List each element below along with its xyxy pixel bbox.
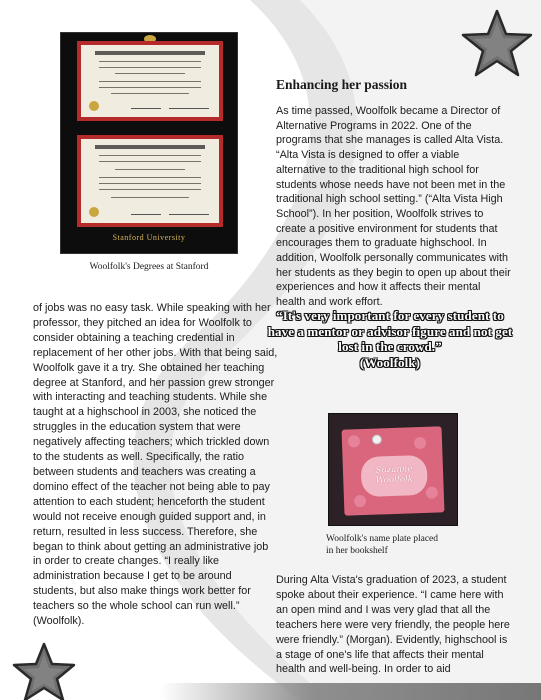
right-paragraph-2: During Alta Vista's graduation of 2023, a student spoke about their experience. “I came here with an open mind and I was very glad that all the teachers here were very friendly, the people here were friendly.” (Morgan). Evidently, highschool is a stage of one's life that affects their mental health and well-being. In order to aid	[276, 574, 510, 676]
section-heading: Enhancing her passion	[276, 77, 408, 92]
pull-quote-attribution: (Woolfolk)	[359, 354, 421, 370]
nameplate-label: Suzanne Woolfolk	[360, 455, 427, 497]
right-paragraph-1: As time passed, Woolfolk became a Director of Alternative Programs in 2022. One of the programs that she manages is called Alta Vista. “Alta Vista is designed to offer a viable alternative to the traditional high school for students whose needs have not been met in the traditional high school setting.” (“Alta Vista High School”). In her position, Woolfolk strives to create a positive environment for students that encourages them to graduate highschool. In addition, Woolfolk personally communicates with her students as they begin to open up about their experiences and how it affects their mental health and work effort.	[276, 105, 511, 309]
diploma-frame	[77, 135, 223, 227]
left-column-text: of jobs was no easy task. While speaking with her professor, they pitched an idea for Woolfolk to consider obtaining a teaching credential in replacement of her other jobs. With that being said, Woolfolk gave it a try. She obtained her teaching degree at Stanford, and her passion grew stronger with interacting and teaching students. While she taught at a highschool in 2003, she noticed the struggles in the education system that were negatively affecting teachers; which trickled down to the students as well. Specifically, the ratio between students and teachers was creating a domino effect of the teacher not being able to pay attention to each student; henceforth the student would not receive enough guided support and, in return, resulted in less success. Therefore, she began to think about getting an administrative job in order to create changes. “I really like administration because I get to be around students, but also make things work better for teachers so the whole school can run well.” (Woolfolk).	[33, 302, 278, 628]
gem-icon	[372, 434, 382, 444]
nameplate-caption-line2: in her bookshelf	[326, 545, 388, 556]
nameplate-card	[342, 426, 445, 515]
frame-plaque: Stanford University	[112, 233, 186, 242]
nameplate-caption	[326, 534, 486, 557]
nameplate-photo	[328, 413, 458, 526]
pull-quote-text: “It's very important for every student to have a mentor or advisor figure and not get lost in the crowd.”	[267, 308, 513, 354]
footer-bar	[160, 683, 541, 700]
pull-quote	[266, 308, 514, 370]
diplomas-caption: Woolfolk's Degrees at Stanford	[89, 262, 209, 272]
diplomas-photo	[60, 32, 238, 254]
star-icon	[461, 8, 533, 78]
nameplate-caption-line1: Woolfolk's name plate placed	[326, 534, 439, 544]
diploma-frame	[77, 41, 223, 121]
star-icon	[12, 641, 76, 700]
